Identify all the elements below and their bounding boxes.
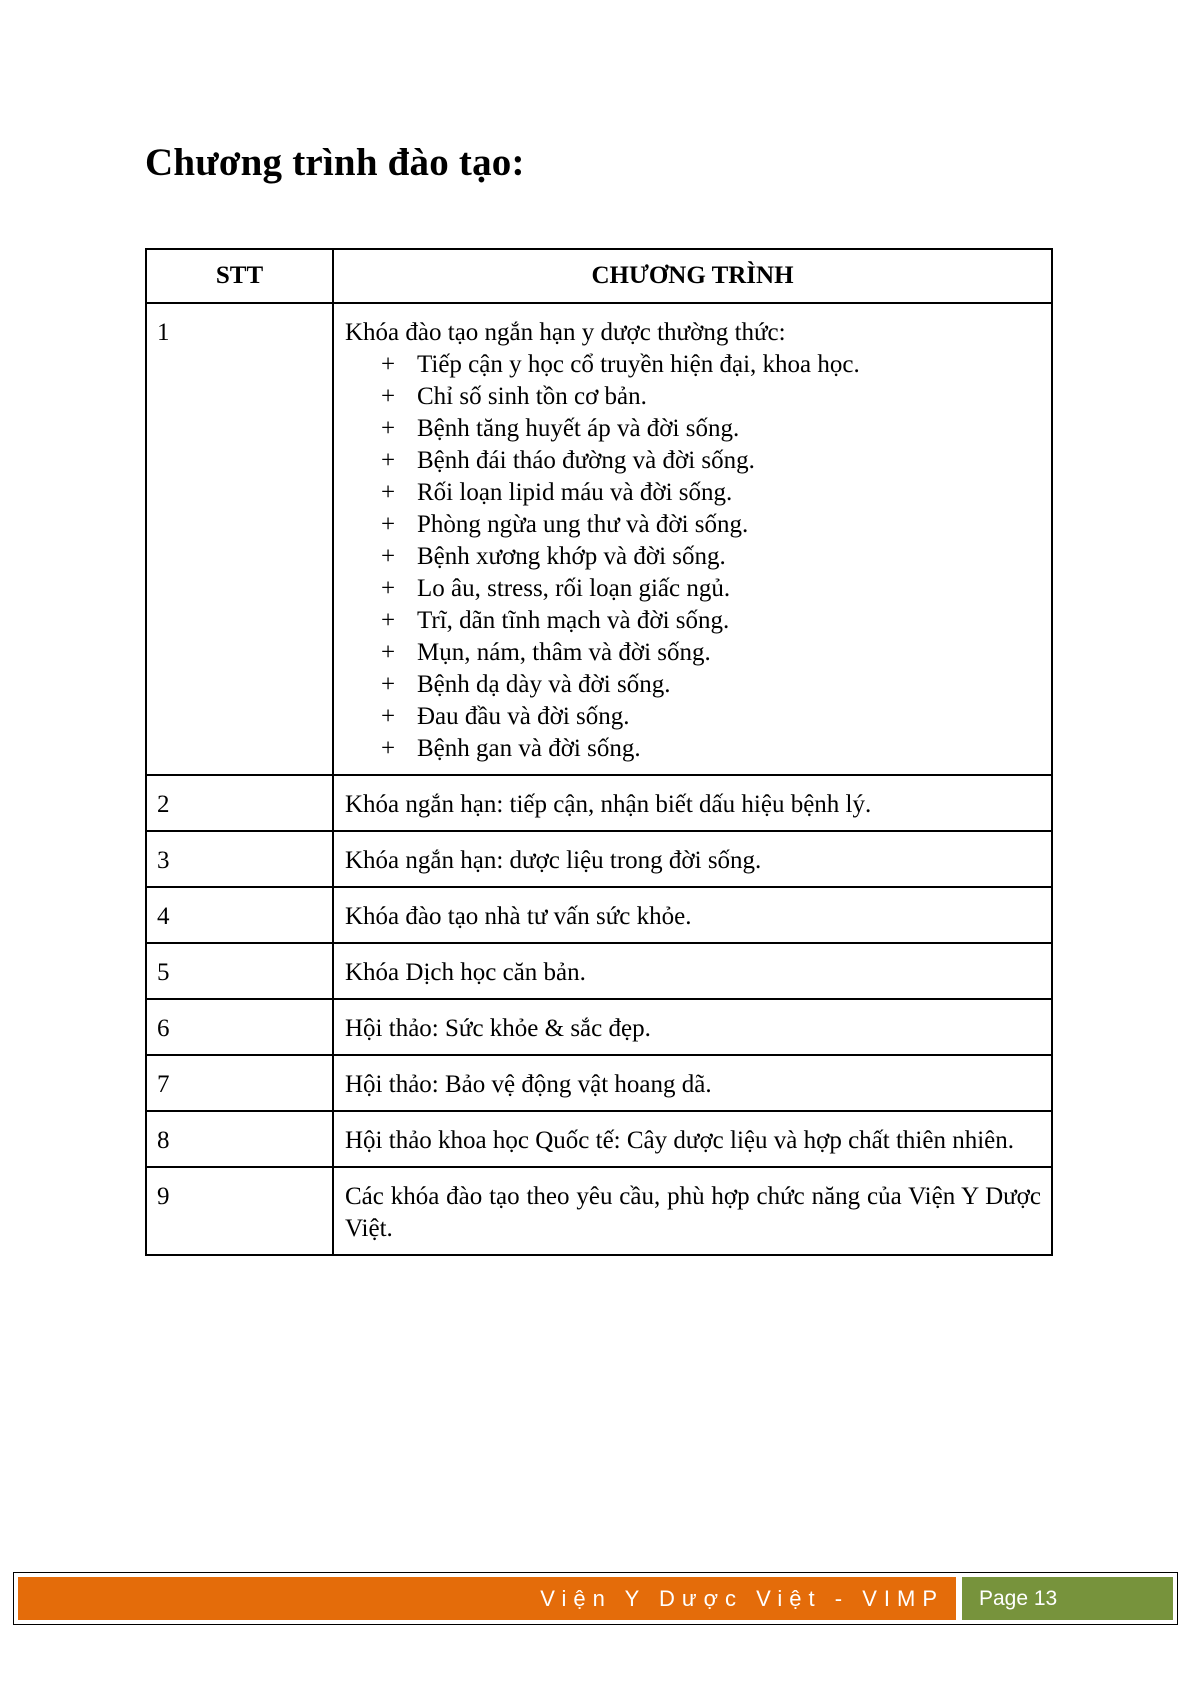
program-text: Hội thảo khoa học Quốc tế: Cây dược liệu và hợp chất thiên nhiên.	[333, 1111, 1052, 1167]
plus-bullet: +	[381, 639, 396, 666]
list-item-text: Mụn, nám, thâm và đời sống.	[417, 639, 711, 666]
table-row	[146, 1167, 1052, 1255]
course-topic-list	[345, 349, 1041, 765]
row-number: 9	[146, 1167, 333, 1255]
list-item	[381, 541, 1041, 573]
row-number: 2	[146, 775, 333, 831]
row-number: 5	[146, 943, 333, 999]
list-item-text: Trĩ, dãn tĩnh mạch và đời sống.	[417, 607, 730, 634]
plus-bullet: +	[381, 447, 396, 474]
plus-bullet: +	[381, 511, 396, 538]
table-row	[146, 303, 1052, 775]
plus-bullet: +	[381, 703, 396, 730]
list-item-text: Bệnh gan và đời sống.	[417, 735, 641, 762]
row-number: 3	[146, 831, 333, 887]
plus-bullet: +	[381, 543, 396, 570]
list-item-text: Lo âu, stress, rối loạn giấc ngủ.	[417, 575, 731, 602]
table-row	[146, 1111, 1052, 1167]
plus-bullet: +	[381, 383, 396, 410]
list-item	[381, 637, 1041, 669]
plus-bullet: +	[381, 415, 396, 442]
list-item	[381, 445, 1041, 477]
table-row	[146, 943, 1052, 999]
program-text: Khóa ngắn hạn: dược liệu trong đời sống.	[333, 831, 1052, 887]
page-number: Page 13	[962, 1577, 1173, 1620]
list-item	[381, 381, 1041, 413]
row-number: 8	[146, 1111, 333, 1167]
program-cell	[333, 303, 1052, 775]
program-text: Khóa ngắn hạn: tiếp cận, nhận biết dấu hiệu bệnh lý.	[333, 775, 1052, 831]
program-text: Các khóa đào tạo theo yêu cầu, phù hợp chức năng của Viện Y Dược Việt.	[333, 1167, 1052, 1255]
row-number: 7	[146, 1055, 333, 1111]
list-item	[381, 413, 1041, 445]
table-row	[146, 887, 1052, 943]
list-item-text: Bệnh đái tháo đường và đời sống.	[417, 447, 755, 474]
plus-bullet: +	[381, 607, 396, 634]
list-item-text: Bệnh tăng huyết áp và đời sống.	[417, 415, 740, 442]
list-item	[381, 477, 1041, 509]
list-item	[381, 701, 1041, 733]
program-text: Khóa Dịch học căn bản.	[333, 943, 1052, 999]
list-item-text: Đau đầu và đời sống.	[417, 703, 630, 730]
table-header-row	[146, 249, 1052, 303]
table-row	[146, 775, 1052, 831]
table-row	[146, 1055, 1052, 1111]
header-program: CHƯƠNG TRÌNH	[333, 249, 1052, 303]
list-item	[381, 573, 1041, 605]
page-title: Chương trình đào tạo:	[145, 141, 525, 184]
plus-bullet: +	[381, 735, 396, 762]
plus-bullet: +	[381, 671, 396, 698]
footer-org-name: Viện Y Dược Việt - VIMP	[18, 1577, 956, 1620]
row-number: 4	[146, 887, 333, 943]
list-item-text: Bệnh xương khớp và đời sống.	[417, 543, 726, 570]
plus-bullet: +	[381, 575, 396, 602]
program-text: Khóa đào tạo nhà tư vấn sức khỏe.	[333, 887, 1052, 943]
plus-bullet: +	[381, 479, 396, 506]
table-row	[146, 999, 1052, 1055]
list-item	[381, 509, 1041, 541]
row-number: 1	[146, 303, 333, 775]
list-item-text: Phòng ngừa ung thư và đời sống.	[417, 511, 749, 538]
list-item	[381, 733, 1041, 765]
plus-bullet: +	[381, 351, 396, 378]
header-stt: STT	[146, 249, 333, 303]
list-item-text: Tiếp cận y học cổ truyền hiện đại, khoa học.	[417, 351, 860, 378]
table-row	[146, 831, 1052, 887]
program-text: Hội thảo: Sức khỏe & sắc đẹp.	[333, 999, 1052, 1055]
list-item-text: Bệnh dạ dày và đời sống.	[417, 671, 671, 698]
program-table	[145, 248, 1053, 1256]
row-number: 6	[146, 999, 333, 1055]
list-item	[381, 349, 1041, 381]
list-item-text: Chỉ số sinh tồn cơ bản.	[417, 383, 647, 410]
program-text: Khóa đào tạo ngắn hạn y dược thường thức:	[345, 319, 786, 346]
list-item	[381, 605, 1041, 637]
program-text: Hội thảo: Bảo vệ động vật hoang dã.	[333, 1055, 1052, 1111]
list-item	[381, 669, 1041, 701]
list-item-text: Rối loạn lipid máu và đời sống.	[417, 479, 733, 506]
